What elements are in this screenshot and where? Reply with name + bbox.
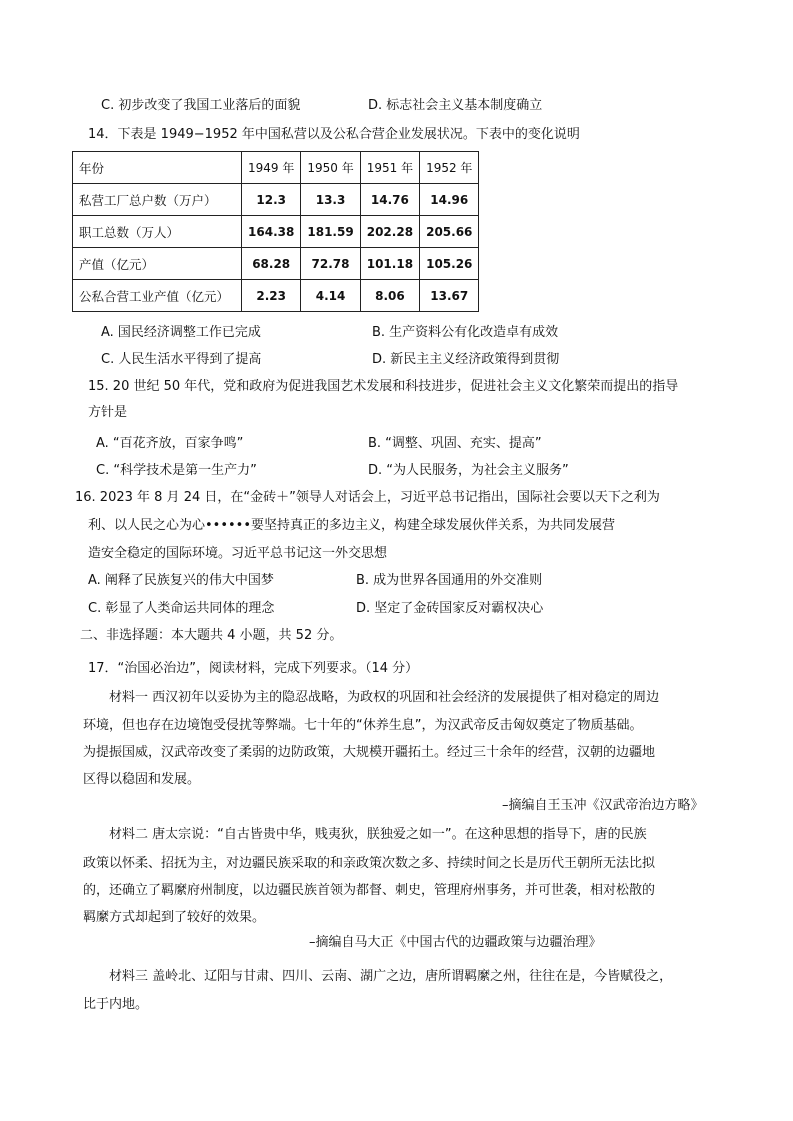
table-cell: 职工总数（万人） — [73, 216, 242, 248]
table-header-cell: 1952 年 — [420, 152, 479, 184]
table-cell: 105.26 — [420, 248, 479, 280]
q16-option-b: B. 成为世界各国通用的外交准则 — [356, 573, 543, 588]
table-cell: 72.78 — [301, 248, 360, 280]
table-header-cell: 1950 年 — [301, 152, 360, 184]
table-cell: 68.28 — [242, 248, 301, 280]
material-2-line-1: 材料二 唐太宗说：“自古皆贵中华，贱夷狄，朕独爱之如一”。在这种思想的指导下，唐的民族 — [109, 827, 647, 842]
table-cell: 14.76 — [360, 184, 419, 216]
q17-stem: 17．“治国必治边”，阅读材料，完成下列要求。（14 分） — [88, 661, 419, 676]
table-cell: 产值（亿元） — [73, 248, 242, 280]
material-1-line-2: 环境，但也存在边境饱受侵扰等弊端。七十年的“休养生息”，为汉武帝反击匈奴奠定了物质基础。 — [83, 718, 643, 733]
q16-option-c: C. 彰显了人类命运共同体的理念 — [88, 601, 275, 616]
table-cell: 202.28 — [360, 216, 419, 248]
material-1-line-4: 区得以稳固和发展。 — [83, 772, 201, 787]
table-header-row — [73, 152, 479, 184]
material-2-line-2: 政策以怀柔、招抚为主，对边疆民族采取的和亲政策次数之多、持续时间之长是历代王朝所无法比拟 — [83, 856, 656, 871]
q14-option-a: A. 国民经济调整工作已完成 — [101, 325, 261, 340]
q16-option-a: A. 阐释了民族复兴的伟大中国梦 — [88, 573, 274, 588]
material-1-line-3: 为提振国威，汉武帝改变了柔弱的边防政策，大规模开疆拓土。经过三十余年的经营，汉朝的边疆地 — [83, 745, 656, 760]
q15-option-a: A. “百花齐放，百家争鸣” — [96, 436, 244, 451]
material-3-line-2: 比于内地。 — [83, 997, 149, 1012]
table-cell: 2.23 — [242, 280, 301, 312]
q13-option-d: D. 标志社会主义基本制度确立 — [368, 98, 543, 113]
q15-option-c: C. “科学技术是第一生产力” — [96, 463, 257, 478]
q13-option-c: C. 初步改变了我国工业落后的面貌 — [101, 98, 301, 113]
q14-option-d: D. 新民主主义经济政策得到贯彻 — [372, 352, 560, 367]
material-2-source: –摘编自马大正《中国古代的边疆政策与边疆治理》 — [309, 935, 602, 950]
q15-option-b: B. “调整、巩固、充实、提高” — [368, 436, 542, 451]
q16-option-d: D. 坚定了金砖国家反对霸权决心 — [356, 601, 544, 616]
table-cell: 13.3 — [301, 184, 360, 216]
table-cell: 181.59 — [301, 216, 360, 248]
q16-stem-line-2: 利、以人民之心为心••••••要坚持真正的多边主义，构建全球发展伙伴关系，为共同发展营 — [88, 518, 616, 533]
table-row — [73, 280, 479, 312]
table-cell: 私营工厂总户数（万户） — [73, 184, 242, 216]
table-cell: 8.06 — [360, 280, 419, 312]
material-3-line-1: 材料三 盖岭北、辽阳与甘肃、四川、云南、湖广之边，唐所谓羁縻之州，往往在是，今皆赋役之， — [109, 969, 673, 984]
table-header-cell: 年份 — [73, 152, 242, 184]
table-cell: 14.96 — [420, 184, 479, 216]
material-1-source: –摘编自王玉冲《汉武帝治边方略》 — [502, 798, 704, 813]
q14-table — [72, 151, 479, 312]
table-cell: 12.3 — [242, 184, 301, 216]
q15-stem-line-1: 15. 20 世纪 50 年代，党和政府为促进我国艺术发展和科技进步，促进社会主义文化繁荣而提出的指导 — [88, 379, 679, 394]
material-2-line-4: 羁縻方式却起到了较好的效果。 — [83, 910, 266, 925]
q14-option-c: C. 人民生活水平得到了提高 — [101, 352, 262, 367]
table-row — [73, 248, 479, 280]
q14-option-b: B. 生产资料公有化改造卓有成效 — [372, 325, 559, 340]
table-cell: 4.14 — [301, 280, 360, 312]
material-1-line-1: 材料一 西汉初年以妥协为主的隐忍战略，为政权的巩固和社会经济的发展提供了相对稳定的周边 — [109, 690, 660, 705]
table-header-cell: 1949 年 — [242, 152, 301, 184]
table-row — [73, 216, 479, 248]
table-cell: 101.18 — [360, 248, 419, 280]
q15-stem-line-2: 方针是 — [88, 405, 128, 420]
q16-stem-line-3: 造安全稳定的国际环境。习近平总书记这一外交思想 — [88, 546, 388, 561]
section-heading: 二、非选择题：本大题共 4 小题，共 52 分。 — [80, 628, 343, 643]
table-cell: 205.66 — [420, 216, 479, 248]
q14-stem: 14．下表是 1949−1952 年中国私营以及公私合营企业发展状况。下表中的变化说明 — [88, 127, 580, 142]
q15-option-d: D. “为人民服务，为社会主义服务” — [368, 463, 569, 478]
table-header-cell: 1951 年 — [360, 152, 419, 184]
table-cell: 公私合营工业产值（亿元） — [73, 280, 242, 312]
material-2-line-3: 的，还确立了羁縻府州制度，以边疆民族首领为都督、刺史，管理府州事务，并可世袭，相对松散的 — [83, 883, 656, 898]
table-row — [73, 184, 479, 216]
q16-stem-line-1: 16. 2023 年 8 月 24 日，在“金砖＋”领导人对话会上，习近平总书记指出，国际社会要以天下之利为 — [75, 490, 660, 505]
table-cell: 164.38 — [242, 216, 301, 248]
table-cell: 13.67 — [420, 280, 479, 312]
